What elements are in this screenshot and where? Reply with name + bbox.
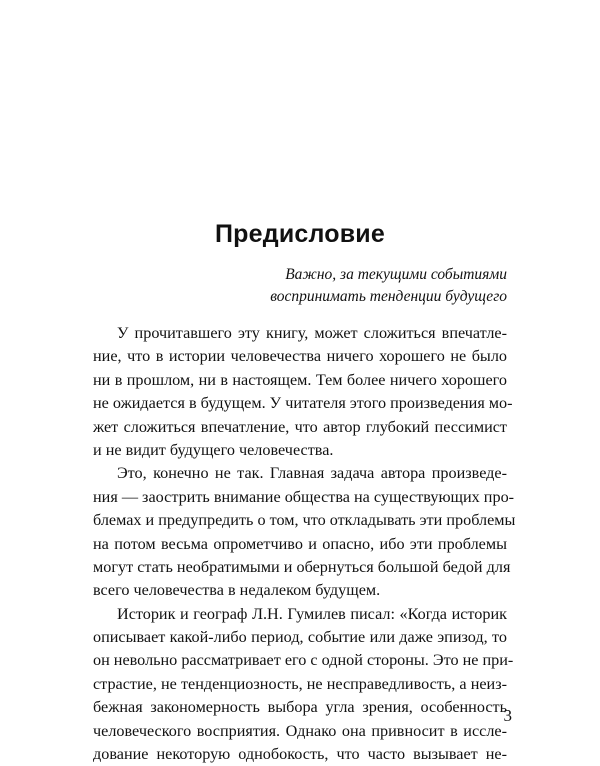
body-text <box>93 322 516 766</box>
text-line: ния — заострить внимание общества на существующих про- <box>93 487 515 506</box>
text-line: на потом весьма опрометчиво и опасно, ибо эти проблемы <box>93 534 507 553</box>
text-line: могут стать необратимыми и обернуться большой бедой для <box>93 557 511 576</box>
chapter-title: Предисловие <box>215 220 385 248</box>
text-line: У прочитавшего эту книгу, может сложиться впечатле- <box>117 324 507 342</box>
epigraph-line: воспринимать тенденции будущего <box>270 288 507 305</box>
text-line: бежная закономерность выбора угла зрения, особенность <box>93 698 507 717</box>
text-line: человеческого восприятия. Однако она привносит в иссле- <box>93 721 507 740</box>
text-line: не ожидается в будущем. У читателя этого произведения мо- <box>93 394 513 413</box>
page-number: 3 <box>503 706 512 725</box>
epigraph <box>270 264 507 308</box>
text-line: и не видит будущего человечества. <box>93 440 334 459</box>
text-line: ни в прошлом, ни в настоящем. Тем более ничего хорошего <box>93 370 507 389</box>
text-line: описывает какой-либо период, событие или даже эпизод, то <box>93 628 507 647</box>
text-line: страстие, не тенденциозность, не несправедливость, а неиз- <box>93 674 507 693</box>
text-line: жет сложиться впечатление, что автор глубокий пессимист <box>93 417 507 436</box>
text-line: дование некоторую однобокость, что часто вызывает не- <box>93 745 507 764</box>
text-line: он невольно рассматривает его с одной стороны. Это не при- <box>93 651 514 670</box>
text-line: блемах и предупредить о том, что откладывать эти проблемы <box>93 511 516 530</box>
text-line: всего человечества в недалеком будущем. <box>93 581 381 600</box>
text-line: Это, конечно не так. Главная задача автора произведе- <box>117 464 507 483</box>
text-line: Историк и географ Л.Н. Гумилев писал: «Когда историк <box>117 604 507 623</box>
text-line: ние, что в истории человечества ничего хорошего не было <box>93 347 507 366</box>
epigraph-line: Важно, за текущими событиями <box>285 266 507 283</box>
